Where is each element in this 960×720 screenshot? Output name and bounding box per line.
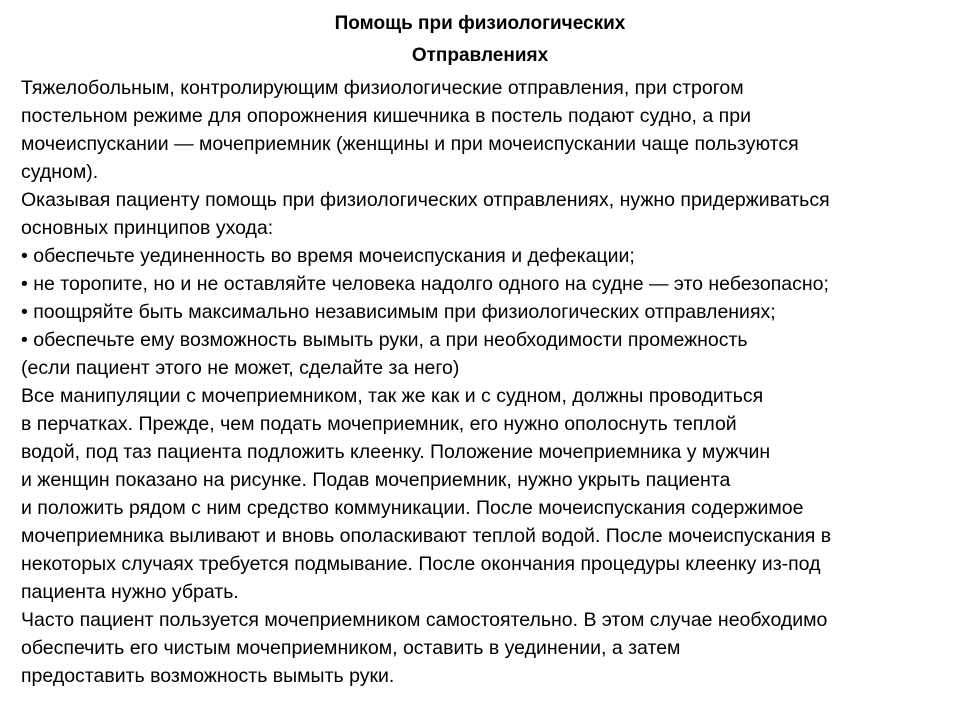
body-line: Тяжелобольным, контролирующим физиологические отправления, при строгом [21,77,744,99]
body-line: мочеприемника выливают и вновь ополаскивают теплой водой. После мочеиспускания в [21,525,832,547]
body-line: обеспечить его чистым мочеприемником, оставить в уединении, а затем [21,637,681,659]
body-line: (если пациент этого не может, сделайте за него) [21,357,460,379]
body-line: и женщин показано на рисунке. Подав мочеприемник, нужно укрыть пациента [21,469,731,491]
body-line: мочеиспускании — мочеприемник (женщины и при мочеиспускании чаще пользуются [21,133,799,155]
body-line: Все манипуляции с мочеприемником, так же как и с судном, должны проводиться [21,385,764,407]
body-line: судном). [21,161,99,183]
title-line-2: Отправлениях [411,45,549,66]
bullet-item: • обеспечьте уединенность во время мочеиспускания и дефекации; [21,245,635,267]
bullet-item: • поощряйте быть максимально независимым при физиологических отправлениях; [21,301,776,323]
bullet-item: • не торопите, но и не оставляйте человека надолго одного на судне — это небезопасно; [21,273,829,295]
bullet-item: • обеспечьте ему возможность вымыть руки, а при необходимости промежность [21,329,748,351]
body-line: некоторых случаях требуется подмывание. После окончания процедуры клеенку из-под [21,553,821,575]
body-line: и положить рядом с ним средство коммуникации. После мочеиспускания содержимое [21,497,804,519]
body-line: основных принципов ухода: [21,217,274,239]
body-line: в перчатках. Прежде, чем подать мочеприемник, его нужно ополоснуть теплой [21,413,737,435]
body-line: предоставить возможность вымыть руки. [21,665,395,687]
body-line: пациента нужно убрать. [21,581,239,603]
body-line: Часто пациент пользуется мочеприемником самостоятельно. В этом случае необходимо [21,609,828,631]
body-line: водой, под таз пациента подложить клеенку. Положение мочеприемника у мужчин [21,441,771,463]
body-line: постельном режиме для опорожнения кишечника в постель подают судно, а при [21,105,751,127]
body-line: Оказывая пациенту помощь при физиологических отправлениях, нужно придерживаться [21,189,830,211]
title-line-1: Помощь при физиологических [334,13,626,34]
